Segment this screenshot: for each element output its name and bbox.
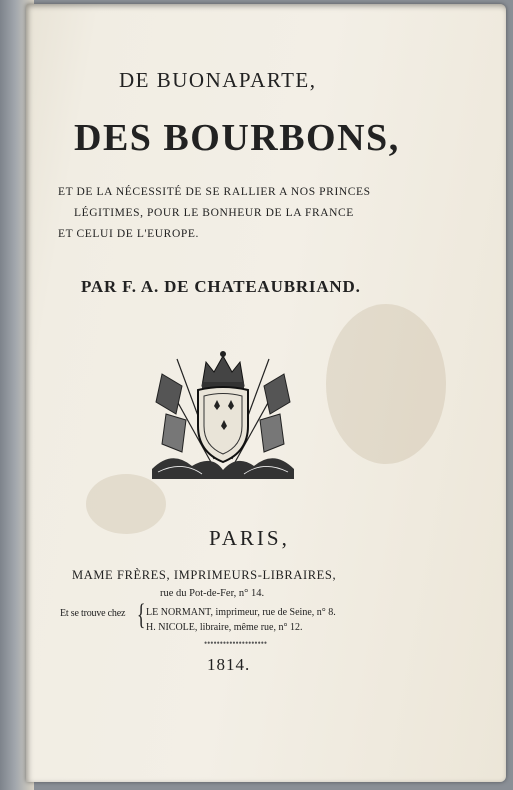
ornamental-divider: •••••••••••••••••••• <box>204 638 268 648</box>
subtitle-line-3: ET CELUI DE L'EUROPE. <box>58 228 199 240</box>
also-sold-prefix: Et se trouve chez <box>60 608 126 619</box>
publication-year: 1814. <box>207 655 251 674</box>
publisher-name: MAME FRÈRES, IMPRIMEURS-LIBRAIRES, <box>72 568 337 582</box>
publisher-address: rue du Pot-de-Fer, n° 14. <box>160 588 265 599</box>
subtitle-line-2: LÉGITIMES, POUR LE BONHEUR DE LA FRANCE <box>74 207 354 219</box>
subtitle-line-1: ET DE LA NÉCESSITÉ DE SE RALLIER A NOS PRINCES <box>58 186 371 198</box>
also-sold-line-2: H. NICOLE, libraire, même rue, n° 12. <box>146 622 303 633</box>
royal-arms-vignette-icon <box>152 344 294 484</box>
title-page <box>26 4 506 782</box>
author-line: PAR F. A. DE CHATEAUBRIAND. <box>81 277 361 296</box>
title-line-2: DES BOURBONS, <box>74 117 400 159</box>
also-sold-line-1: LE NORMANT, imprimeur, rue de Seine, n° 8. <box>146 607 336 618</box>
title-line-1: DE BUONAPARTE, <box>119 68 317 92</box>
brace-glyph: { <box>136 598 146 631</box>
imprint-city: PARIS, <box>209 526 290 550</box>
